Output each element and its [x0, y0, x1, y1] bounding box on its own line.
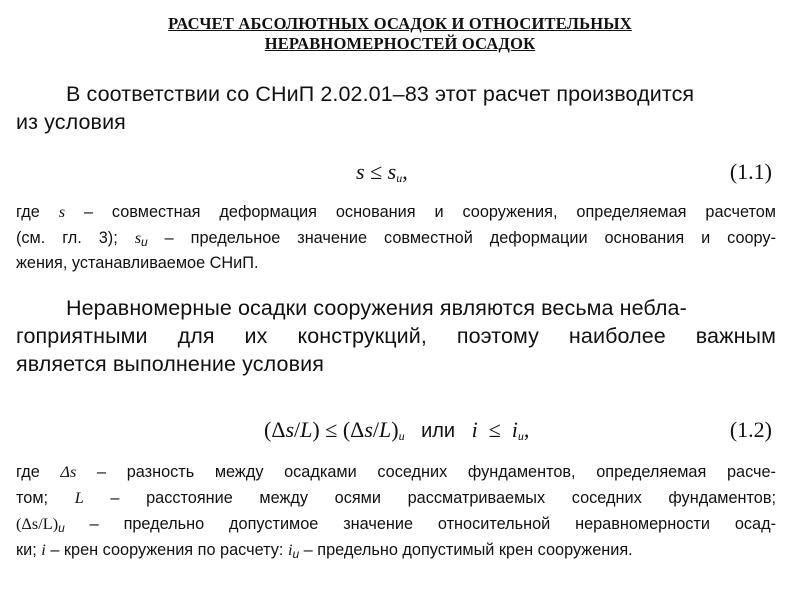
def1-line-3: жения, устанавливаемое СНиП. [16, 254, 259, 272]
def2-ratio-subscript: u [58, 521, 65, 535]
def1-su-subscript: u [141, 235, 148, 249]
formula-1-2-expression [264, 414, 529, 447]
formula-1-1-number: (1.1) [729, 159, 772, 184]
def2-line-1 [16, 459, 776, 485]
def1-su-symbol: s [134, 228, 142, 247]
def1-prefix: где [16, 203, 59, 221]
formula2-slash: / [294, 417, 301, 442]
formula2-leq-sign: ≤ [325, 417, 338, 442]
formula2-close-2: ) [391, 417, 399, 442]
formula2-i: i [471, 417, 478, 442]
formula2-s-2: s [364, 417, 373, 442]
def1-s-symbol: s [58, 202, 66, 221]
formula2-open: (Δ [264, 417, 286, 442]
definition-block-2 [16, 459, 776, 563]
def2-line-3 [16, 511, 776, 537]
second-paragraph [16, 294, 776, 378]
def1-line-2-start: (см. гл. 3); [16, 229, 135, 247]
def2-line-1-text: – разность между осадками соседних фундаментов, определяемая расче- [76, 463, 776, 481]
page-title [0, 14, 800, 54]
def2-i-symbol: i [41, 540, 46, 559]
formula2-slash-2: / [372, 417, 379, 442]
def2-line-4 [16, 537, 776, 563]
formula-leq-sign: ≤ [370, 159, 383, 184]
def2-line-4-start: ки; [16, 541, 42, 559]
def1-s-text: – совместная деформация основания и сооружения, определяемая расчетом [65, 203, 776, 221]
formula-s-symbol: s [356, 159, 365, 184]
def2-line-4-end: – предельно допустимый крен сооружения. [299, 541, 633, 559]
def2-iu-subscript: u [292, 547, 300, 561]
formula2-L-2: L [379, 417, 392, 442]
intro-line-2: из условия [16, 110, 126, 134]
def2-iu-symbol: i [287, 540, 293, 559]
formula2-open-2: (Δ [342, 417, 365, 442]
def2-ratio-symbol: (Δs/L) [16, 514, 59, 533]
def2-line-2 [16, 485, 776, 511]
formula2-or-word: или [421, 420, 456, 442]
def1-line-1 [16, 199, 776, 225]
formula-1-1-expression [356, 156, 408, 188]
formula2-subscript-u: u [398, 429, 405, 443]
def2-line-2-start: том; [16, 489, 75, 507]
formula2-close: ) [312, 417, 320, 442]
title-line-1: РАСЧЕТ АБСОЛЮТНЫХ ОСАДОК И ОТНОСИТЕЛЬНЫХ [168, 14, 632, 33]
formula-1-2-number: (1.2) [729, 417, 772, 442]
def2-line-3-text: – предельно допустимое значение относительной неравномерности осад- [64, 515, 776, 533]
def1-su-text: – предельное значение совместной деформации основания и соору- [147, 229, 776, 247]
formula2-comma: , [523, 417, 530, 442]
para2-line-3: является выполнение условия [16, 352, 324, 376]
formula2-s: s [285, 417, 295, 442]
def2-prefix: где [16, 463, 61, 481]
para2-line-1: Неравномерные осадки сооружения являются весьма небла- [66, 296, 687, 320]
formula2-leq-sign-2: ≤ [488, 417, 501, 442]
formula-1-1 [0, 156, 800, 188]
formula2-L: L [300, 417, 313, 442]
formula-su-subscript: u [396, 171, 403, 185]
formula2-iu: i [511, 417, 518, 442]
title-line-2: НЕРАВНОМЕРНОСТЕЙ ОСАДОК [264, 34, 536, 53]
formula-su-symbol: s [387, 159, 397, 184]
intro-paragraph [16, 80, 776, 136]
def2-delta-s-symbol: Δs [60, 462, 77, 481]
def2-line-2-text: – расстояние между осями рассматриваемых соседних фундаментов; [83, 489, 776, 507]
def2-L-symbol: L [74, 488, 84, 507]
formula2-iu-subscript: u [517, 429, 524, 443]
formula-1-2 [0, 414, 800, 446]
def1-line-2 [16, 225, 776, 251]
definition-block-1 [16, 199, 776, 276]
para2-line-2: гоприятными для их конструкций, поэтому наиболее важным [16, 324, 776, 348]
def2-line-4-mid: – крен сооружения по расчету: [45, 541, 288, 559]
intro-line-1: В соответствии со СНиП 2.02.01–83 этот расчет производится [66, 82, 695, 106]
formula-1-1-comma: , [402, 159, 408, 184]
